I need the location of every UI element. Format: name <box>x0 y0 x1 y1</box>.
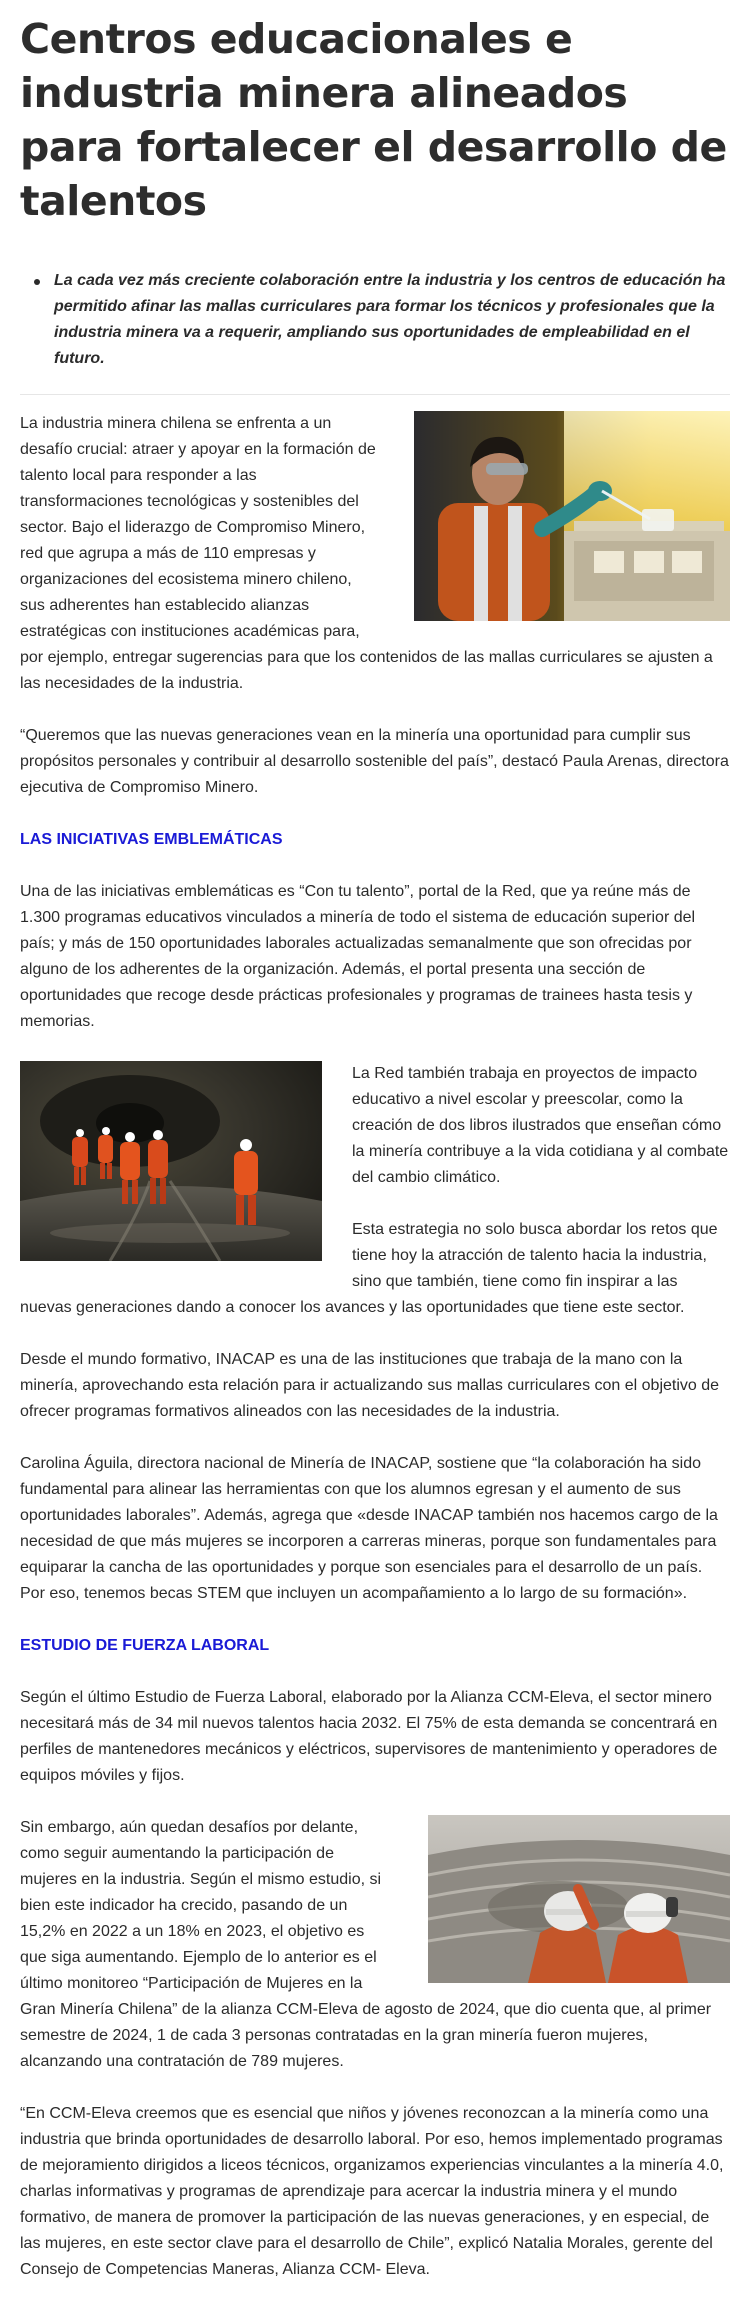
lab-worker-photo <box>414 411 730 621</box>
paragraph-estudio: Según el último Estudio de Fuerza Laboral, elaborado por la Alianza CCM-Eleva, el sector minero necesitará más de 34 mil nuevos talentos hacia 2032. El 75% de esta demanda se concentrará en perfiles de mantenedores mecánicos y eléctricos, supervisores de mantenimiento y operadores de equipos móviles y fijos. <box>20 1689 718 1784</box>
article-body <box>20 411 730 2283</box>
section-heading-iniciativas: LAS INICIATIVAS EMBLEMÁTICAS <box>20 831 283 848</box>
paragraph-red-proyectos: La Red también trabaja en proyectos de impacto educativo a nivel escolar y preescolar, como la creación de dos libros ilustrados que enseñan cómo la minería contribuye a la vida cotidiana y al combate del cambio climático. <box>352 1065 729 1186</box>
article-page <box>0 8 750 2283</box>
tunnel-workers-photo <box>20 1061 322 1261</box>
paragraph-quote-arenas: “Queremos que las nuevas generaciones vean en la minería una oportunidad para cumplir sus propósitos personales y contribuir al desarrollo sostenible del país”, destacó Paula Arenas, directora ejecutiva de Compromiso Minero. <box>20 727 729 796</box>
section-mujeres <box>20 1815 730 2101</box>
paragraph-intro: La industria minera chilena se enfrenta a un desafío crucial: atraer y apoyar en la formación de talento local para responder a las transformaciones tecnológicas y sostenibles del sector. Bajo el liderazgo de Compromiso Minero, red que agrupa a más de 110 empresas y organizaciones del ecosistema minero chileno, sus adherentes han establecido alianzas estratégicas con instituciones académicas para, por ejemplo, entregar sugerencias para que los contenidos de las mallas curriculares se ajusten a las necesidades de la industria. <box>20 415 713 692</box>
open-pit-workers-photo <box>428 1815 730 1983</box>
summary-bullet: La cada vez más creciente colaboración entre la industria y los centros de educación ha permitido afinar las mallas curriculares para formar los técnicos y profesionales que la industria minera va a requerir, ampliando sus oportunidades de empleabilidad en el futuro. <box>54 268 730 372</box>
section-heading-fuerza-laboral: ESTUDIO DE FUERZA LABORAL <box>20 1637 270 1654</box>
article-title: Centros educacionales e industria minera alineados para fortalecer el desarrollo de talentos <box>20 15 727 225</box>
paragraph-desafios-mujeres: Sin embargo, aún quedan desafíos por delante, como seguir aumentando la participación de mujeres en la industria. Según el mismo estudio, si bien este indicador ha crecido, pasando de un 15,2% en 2022 a un 18% en 2023, el objetivo es que siga aumentando. Ejemplo de lo anterior es el último monitoreo “Participación de Mujeres en la Gran Minería Chilena” de la alianza CCM-Eleva de agosto de 2024, que dio cuenta que, al primer semestre de 2024, 1 de cada 3 personas contratadas en la gran minería fueron mujeres, alcanzando una contratación de 789 mujeres. <box>20 1819 712 2070</box>
paragraph-quote-morales: “En CCM-Eleva creemos que es esencial que niños y jóvenes reconozcan a la minería como una industria que brinda oportunidades de desarrollo laboral. Por eso, hemos implementado programas de mejoramiento dirigidos a liceos técnicos, organizamos experiencias vinculantes a la minería 4.0, charlas informativas y programas de aprendizaje para acercar la industria minera y el mundo formativo, de manera de promover la participación de las nuevas generaciones, y en especial, de las mujeres, en este sector clave para el desarrollo de Chile”, explicó Natalia Morales, gerente del Consejo de Competencias Maneras, Alianza CCM- Eleva. <box>20 2105 724 2278</box>
section-intro <box>20 411 730 723</box>
paragraph-con-tu-talento: Una de las iniciativas emblemáticas es “Con tu talento”, portal de la Red, que ya reúne más de 1.300 programas educativos vinculados a minería de todo el sistema de educación superior del país; y más de 150 oportunidades laborales actualizadas semanalmente que son ofrecidas por alguno de los adherentes de la organización. Además, el portal presenta una sección de oportunidades que recoge desde prácticas profesionales y programas de trainees hasta tesis y memorias. <box>20 883 696 1030</box>
section-red <box>20 1061 730 1347</box>
paragraph-quote-aguila: Carolina Águila, directora nacional de Minería de INACAP, sostiene que “la colaboración ha sido fundamental para alinear las herramientas con que los alumnos egresan y el aumento de sus oportunidades laborales”. Además, agrega que «desde INACAP también nos hacemos cargo de la necesidad de que más mujeres se incorporen a carreras mineras, porque son fundamentales para equiparar la cancha de las oportunidades y porque son esenciales para el desarrollo de un país. Por eso, tenemos becas STEM que incluyen un acompañamiento a lo largo de su formación». <box>20 1455 718 1602</box>
article-summary <box>20 268 730 395</box>
paragraph-estrategia: Esta estrategia no solo busca abordar los retos que tiene hoy la atracción de talento hacia la industria, sino que también, tiene como fin inspirar a las nuevas generaciones dando a conocer los avances y las oportunidades que tiene este sector. <box>20 1221 718 1316</box>
paragraph-inacap: Desde el mundo formativo, INACAP es una de las instituciones que trabaja de la mano con la minería, aprovechando esta relación para ir actualizando sus mallas curriculares con el objetivo de ofrecer programas formativos alineados con las necesidades de la industria. <box>20 1351 720 1420</box>
